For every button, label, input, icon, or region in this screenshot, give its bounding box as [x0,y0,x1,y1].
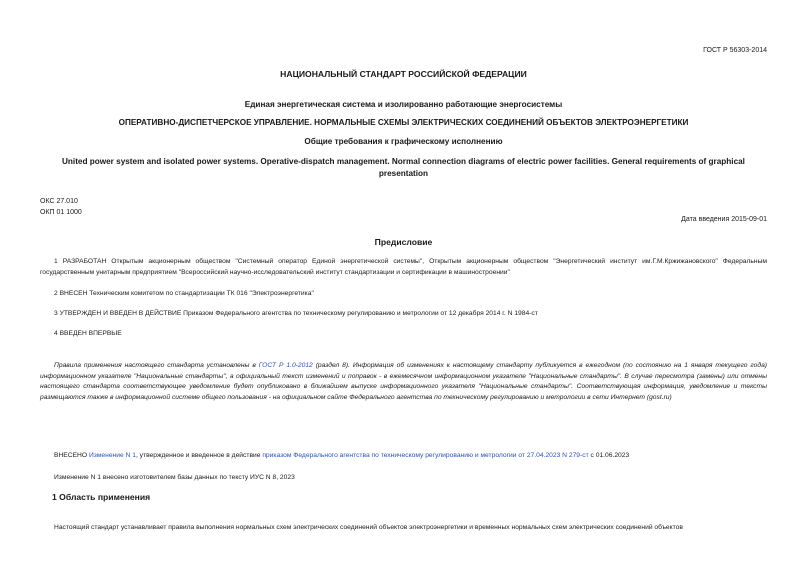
introduction-date: Дата введения 2015-09-01 [681,216,767,223]
section-1-heading: 1 Область применения [52,492,151,502]
application-rules-paragraph [40,361,767,403]
preface-heading: Предисловие [374,237,433,247]
preface-item-1: 1 РАЗРАБОТАН Открытым акционерным обществом "Системный оператор Единой энергетической системы", Открытым акционерным обществом "Энергетический институт им.Г.М.Кржижановского" Федеральным государственным унитарным предприятием "Всероссийский научно-исследовательский институт стандартизации и сертификации в машиностроении" [40,258,767,276]
classification-codes [40,196,82,218]
okp-code: ОКП 01 1000 [40,209,82,216]
subtitle: Общие требования к графическому исполнению [304,137,503,146]
system-title: Единая энергетическая система и изолированно работающие энергосистемы [244,100,563,109]
national-standard-title: НАЦИОНАЛЬНЫЙ СТАНДАРТ РОССИЙСКОЙ ФЕДЕРАЦИИ [280,69,527,79]
oks-code: ОКС 27.010 [40,198,78,205]
amendment-suffix: с 01.06.2023 [588,452,630,459]
preface-item-2: 2 ВНЕСЕН Техническим комитетом по стандартизации ТК 016 "Электроэнергетика" [54,290,314,297]
preface-item-4: 4 ВВЕДЕН ВПЕРВЫЕ [54,330,122,337]
english-title: United power system and isolated power systems. Operative-dispatch management. Normal connection diagrams of electric power facilities. General requirements of graphical presentation [62,157,745,178]
section-1-text: Настоящий стандарт устанавливает правила выполнения нормальных схем электрических соединений объектов электроэнергетики и временных нормальных схем электрических соединений объектов [54,524,683,531]
amendment-1-link[interactable]: Изменение N 1 [88,452,136,459]
order-link[interactable]: приказом Федерального агентства по техническому регулированию и метрологии от 27.04.2023 N 279-ст [262,452,589,459]
amendment-prefix: ВНЕСЕНО [54,452,89,459]
gost-1-0-2012-link[interactable]: ГОСТ Р 1.0-2012 [258,362,313,369]
standard-code: ГОСТ Р 56303-2014 [703,47,767,54]
rules-text-after: (раздел 8). Информация об изменениях к настоящему стандарту публикуется в ежегодном (по состоянию на 1 января текущего года) информационном указателе "Национальные стандарты", а официальный текст изменений и поправок - в ежемесячном информационном указателе "Национальные стандарты". В случае пересмотра (замены) или отмены настоящего стандарта соответствующее уведомление будет опубликовано в ближайшем выпуске информационного указателя "Национальные стандарты". Соответствующая информация, уведомление и тексты размещаются также в информационной системе общего пользования - на официальном сайте Федерального агентства по техническому регулированию и метрологии в сети Интернет (gost.ru) [40,362,768,401]
amendment-mid: , утвержденное и введенное в действие [135,452,263,459]
rules-text-before: Правила применения настоящего стандарта установлены в [54,362,259,369]
amendment-note: Изменение N 1 внесено изготовителем базы данных по тексту ИУС N 8, 2023 [54,474,295,481]
amendment-paragraph [40,451,767,462]
main-title: ОПЕРАТИВНО-ДИСПЕТЧЕРСКОЕ УПРАВЛЕНИЕ. НОРМАЛЬНЫЕ СХЕМЫ ЭЛЕКТРИЧЕСКИХ СОЕДИНЕНИЙ ОБЪЕКТОВ ЭЛЕКТРОЭНЕРГЕТИКИ [118,118,689,127]
preface-item-3: 3 УТВЕРЖДЕН И ВВЕДЕН В ДЕЙСТВИЕ Приказом Федерального агентства по техническому регулированию и метрологии от 12 декабря 2014 г. N 1984-ст [54,310,538,317]
